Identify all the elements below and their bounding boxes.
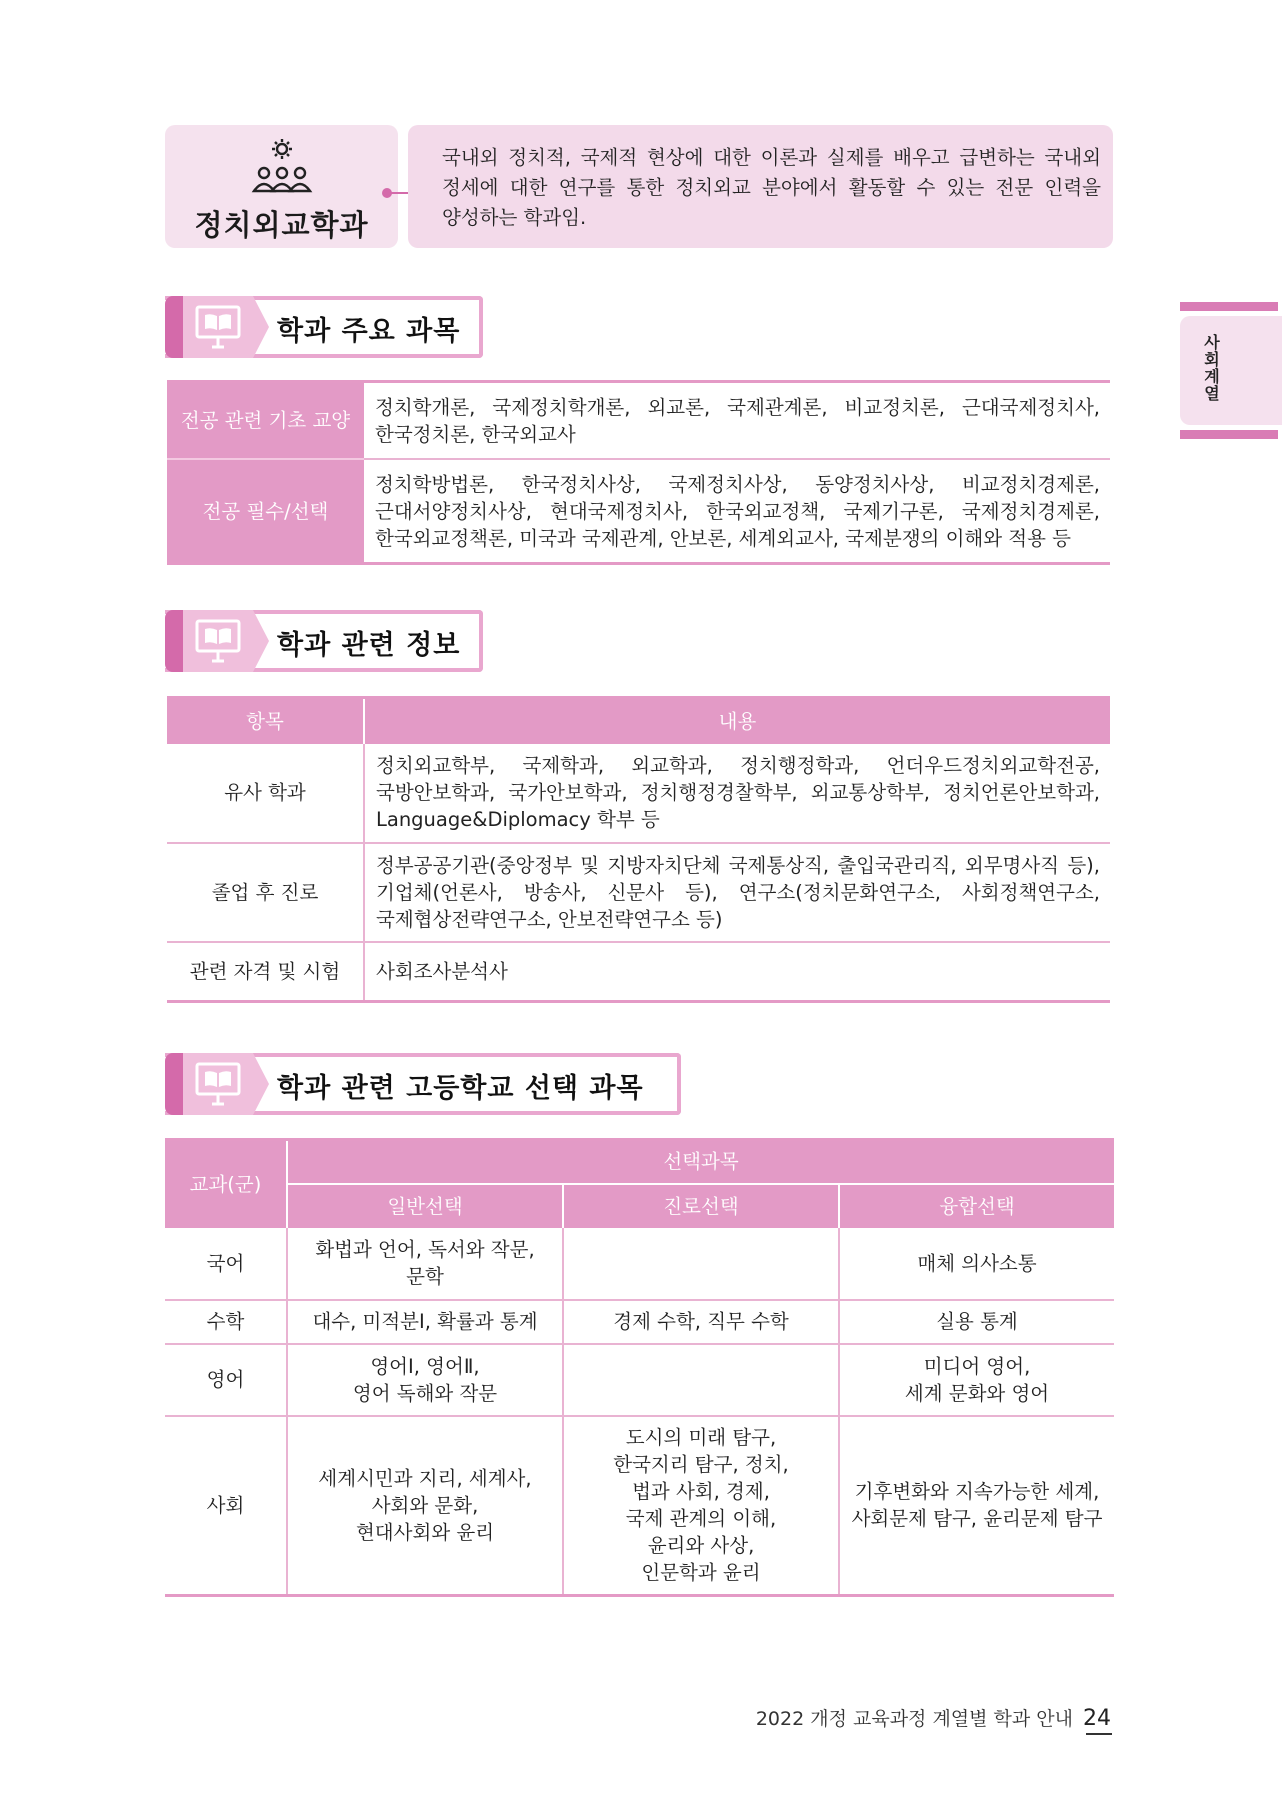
career-cell: 경제 수학, 직무 수학 [563, 1300, 839, 1344]
high-school-subjects-table [165, 1138, 1114, 1597]
table-row [167, 843, 1110, 942]
subject-cell: 국어 [165, 1228, 287, 1300]
general-cell: 대수, 미적분Ⅰ, 확률과 통계 [287, 1300, 563, 1344]
row-label: 전공 필수/선택 [167, 459, 364, 564]
section-header-high-school [165, 1053, 681, 1115]
department-name: 정치외교학과 [194, 208, 369, 242]
column-header: 내용 [364, 698, 1110, 744]
side-tab-bar-bottom [1180, 430, 1278, 439]
table-row [165, 1300, 1114, 1344]
row-content: 사회조사분석사 [376, 959, 508, 983]
row-header: 교과(군) [165, 1140, 287, 1228]
department-card [165, 125, 398, 248]
table-header-row [165, 1140, 1114, 1184]
group-header: 선택과목 [287, 1140, 1114, 1184]
row-content: 정치학개론, 국제정치학개론, 외교론, 국제관계론, 비교정치론, 근대국제정치사, 한국정치론, 한국외교사 [364, 382, 1110, 460]
monitor-book-icon [195, 1061, 241, 1107]
page-number-underline [1086, 1733, 1112, 1735]
major-subjects-table [167, 380, 1110, 565]
general-cell: 영어Ⅰ, 영어Ⅱ, 영어 독해와 작문 [287, 1344, 563, 1416]
fusion-cell: 매체 의사소통 [839, 1228, 1114, 1300]
row-label: 졸업 후 진로 [167, 843, 364, 942]
column-header: 항목 [167, 698, 364, 744]
fusion-cell: 기후변화와 지속가능한 세계, 사회문제 탐구, 윤리문제 탐구 [851, 1480, 1103, 1531]
monitor-book-icon [195, 618, 241, 664]
career-cell [563, 1344, 839, 1416]
row-label: 유사 학과 [167, 744, 364, 843]
subject-cell: 사회 [165, 1416, 287, 1596]
people-gear-icon [250, 137, 314, 195]
general-cell: 세계시민과 지리, 세계사, 사회와 문화, 현대사회와 윤리 [287, 1416, 563, 1596]
section-header-related-info [165, 610, 483, 672]
row-content: 정치학방법론, 한국정치사상, 국제정치사상, 동양정치사상, 비교정치경제론, 근대서양정치사상, 현대국제정치사, 한국외교정책, 국제기구론, 국제정치경제론, 한국외교정책론, 미국과 국제관계, 안보론, 세계외교사, 국제분쟁의 이해와 적용 등 [375, 473, 1100, 550]
column-header: 융합선택 [839, 1184, 1114, 1228]
row-label: 관련 자격 및 시험 [167, 942, 364, 1002]
side-tab-bar-top [1180, 302, 1278, 311]
table-row [165, 1344, 1114, 1416]
section-title: 학과 관련 고등학교 선택 과목 [277, 1073, 644, 1104]
fusion-cell: 실용 통계 [839, 1300, 1114, 1344]
footer-text: 2022 개정 교육과정 계열별 학과 안내 [755, 1708, 1073, 1730]
monitor-book-icon [195, 304, 241, 350]
section-title: 학과 관련 정보 [277, 630, 461, 661]
table-row [167, 459, 1110, 564]
page-number: 24 [1083, 1706, 1111, 1731]
general-cell: 화법과 언어, 독서와 작문, 문학 [287, 1228, 563, 1300]
row-content: 정부공공기관(중앙정부 및 지방자치단체 국제통상직, 출입국관리직, 외무명사직 등), 기업체(언론사, 방송사, 신문사 등), 연구소(정치문화연구소, 사회정책연구소, 국제협상전략연구소, 안보전략연구소 등) [364, 843, 1110, 942]
table-row [167, 744, 1110, 843]
side-tab-label: 사 회 계 열 [1204, 333, 1220, 403]
table-row [167, 382, 1110, 460]
table-row [165, 1416, 1114, 1596]
column-header: 일반선택 [287, 1184, 563, 1228]
section-title: 학과 주요 과목 [277, 316, 461, 347]
section-header-major-subjects [165, 296, 483, 358]
row-content: 정치외교학부, 국제학과, 외교학과, 정치행정학과, 언더우드정치외교학전공, 국방안보학과, 국가안보학과, 정치행정경찰학부, 외교통상학부, 정치언론안보학과, Language&Diplomacy 학부 등 [364, 744, 1110, 843]
department-description: 국내외 정치적, 국제적 현상에 대한 이론과 실제를 배우고 급변하는 국내외 정세에 대한 연구를 통한 정치외교 분야에서 활동할 수 있는 전문 인력을 양성하는 학과임. [408, 125, 1113, 248]
career-cell: 도시의 미래 탐구, 한국지리 탐구, 정치, 법과 사회, 경제, 국제 관계의 이해, 윤리와 사상, 인문학과 윤리 [563, 1416, 839, 1596]
table-header-row [167, 698, 1110, 744]
subject-cell: 수학 [165, 1300, 287, 1344]
subject-cell: 영어 [165, 1344, 287, 1416]
row-label: 전공 관련 기초 교양 [167, 382, 364, 460]
career-cell [563, 1228, 839, 1300]
side-tab-category[interactable] [1180, 316, 1282, 425]
table-row [165, 1228, 1114, 1300]
page-footer [756, 1704, 1111, 1731]
related-info-table [167, 696, 1110, 1003]
table-row [167, 942, 1110, 1002]
column-header: 진로선택 [563, 1184, 839, 1228]
fusion-cell: 미디어 영어, 세계 문화와 영어 [839, 1344, 1114, 1416]
table-header-row [165, 1184, 1114, 1228]
